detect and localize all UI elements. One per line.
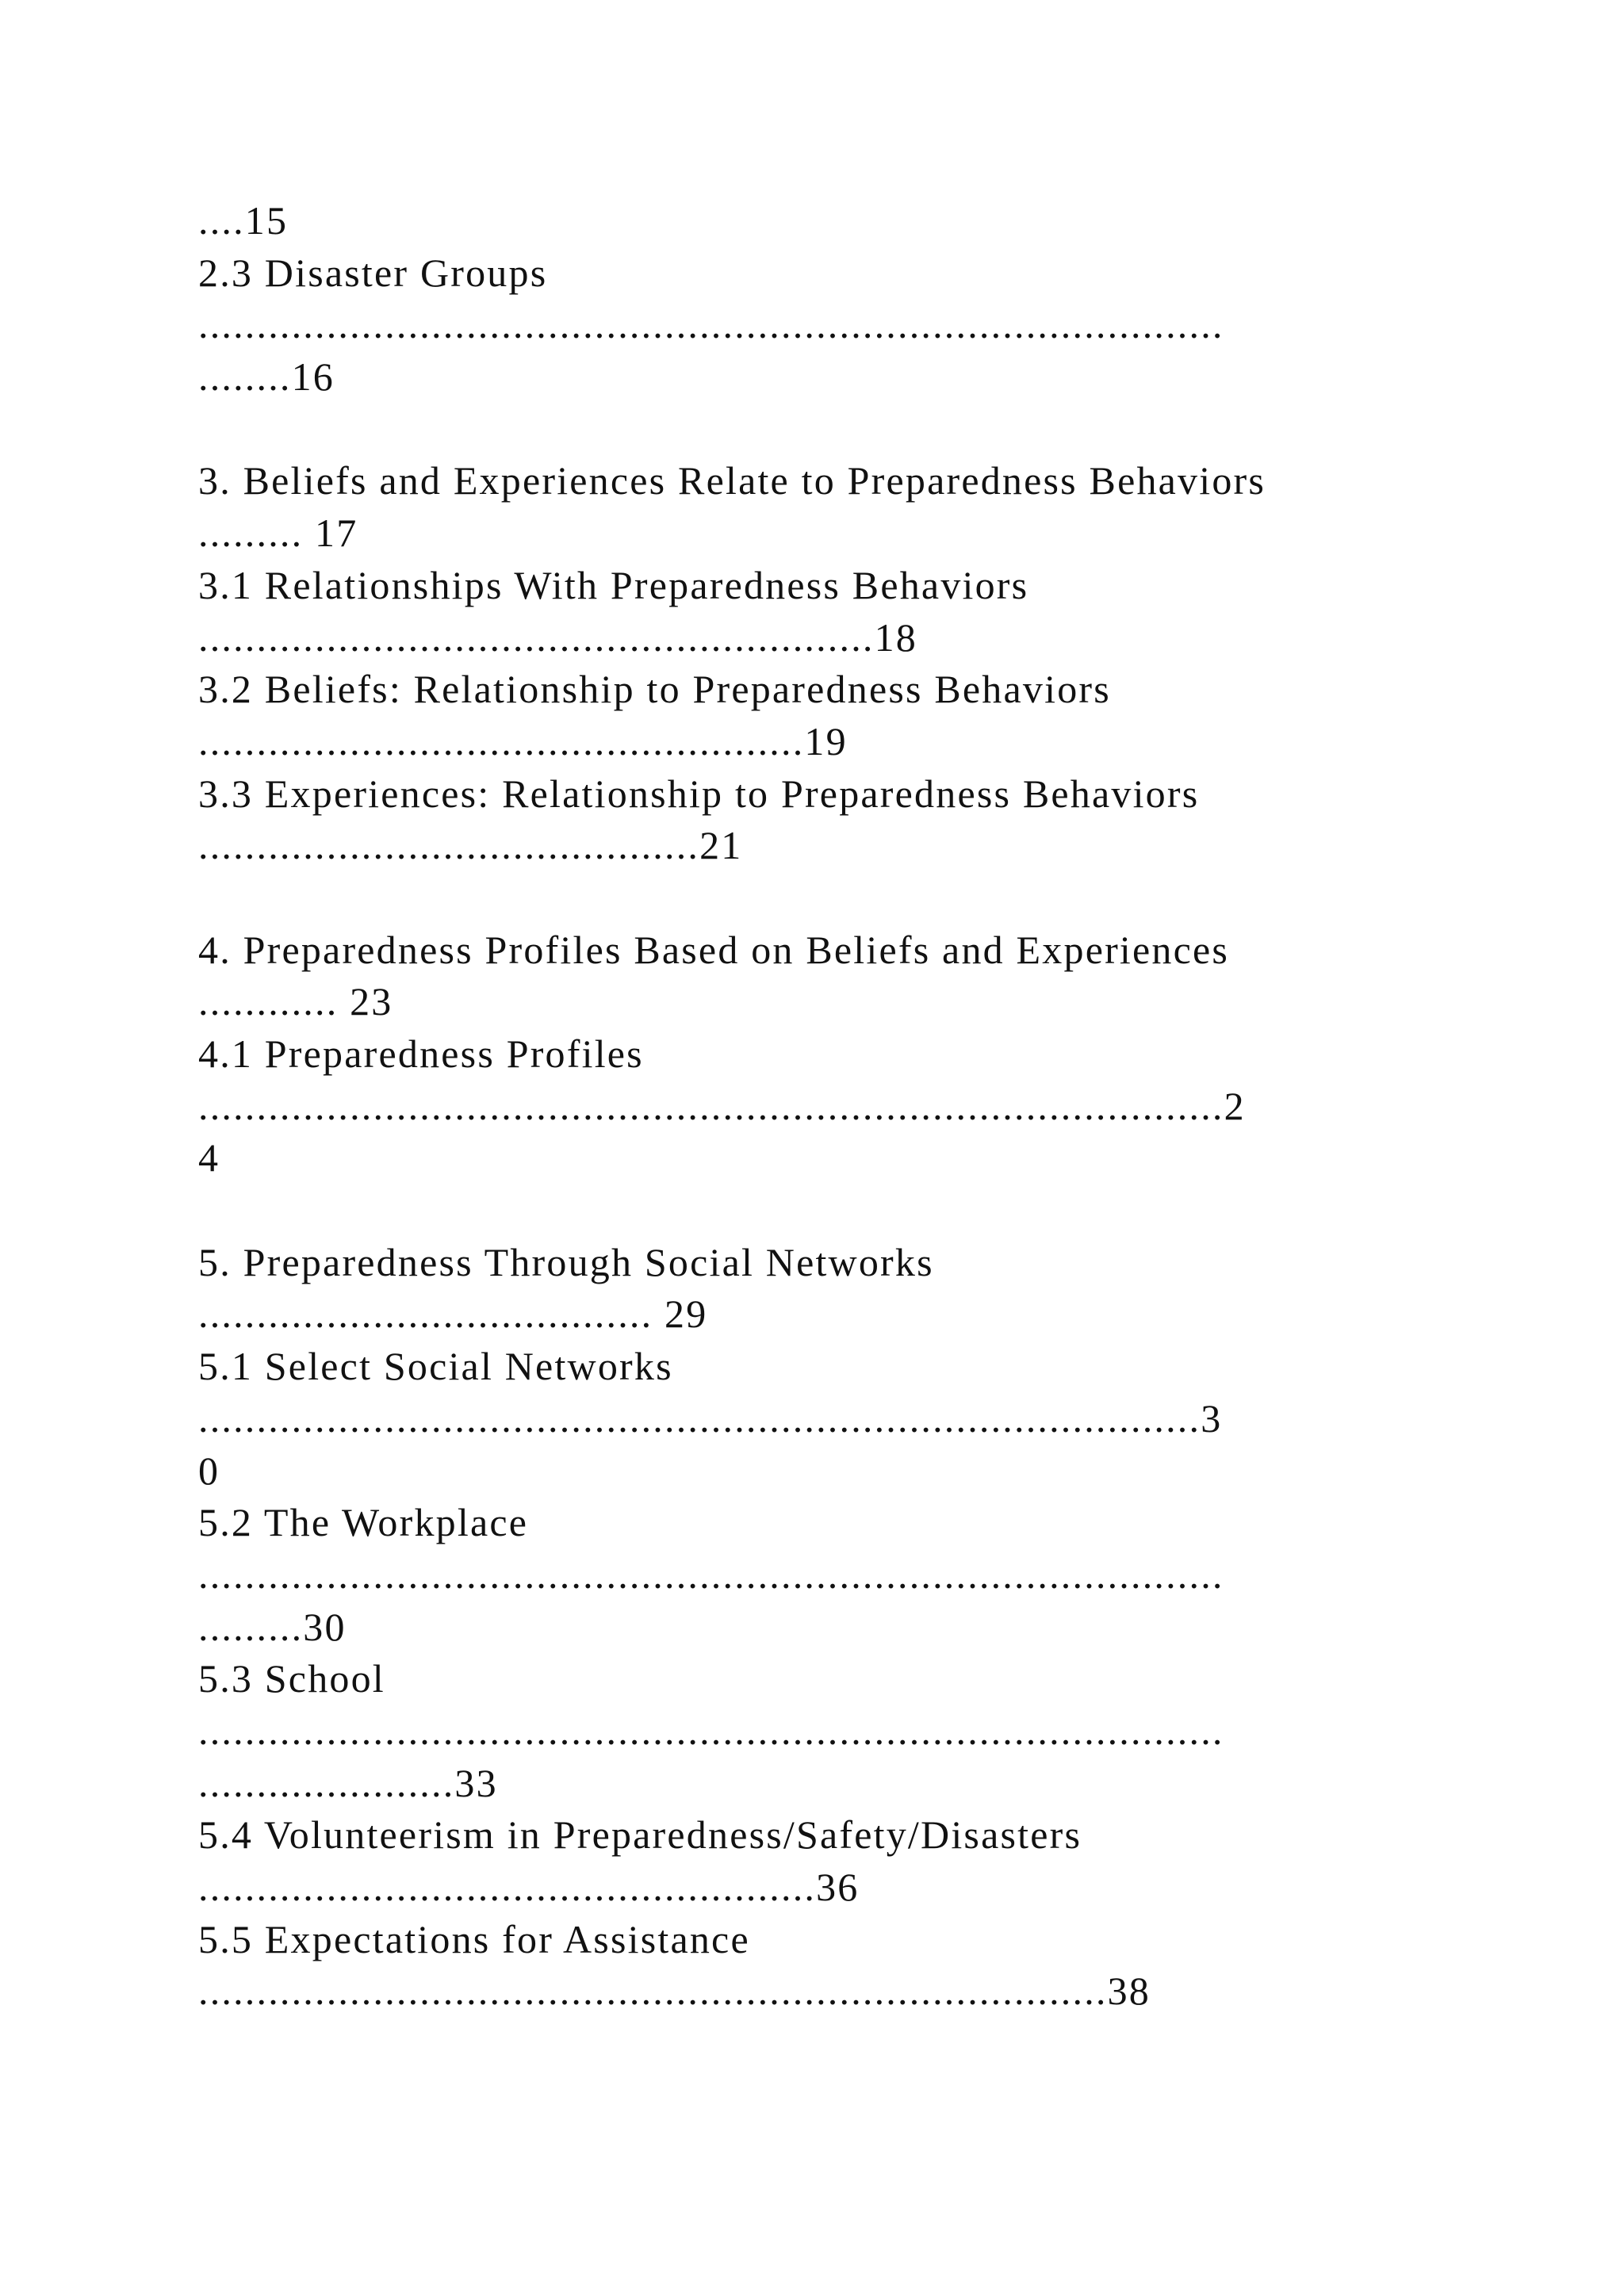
- toc-page-ref: .....................................................36: [198, 1865, 860, 1909]
- toc-entry-title: 4.1 Preparedness Profiles: [198, 1031, 644, 1076]
- toc-leader-dots: ........................................................................................: [198, 302, 1224, 347]
- toc-entry-title: 2.3 Disaster Groups: [198, 250, 548, 295]
- toc-page-ref: ........16: [198, 354, 335, 400]
- toc-entry-title: 5.4 Volunteerism in Preparedness/Safety/Disasters: [198, 1812, 1082, 1858]
- toc-section-title: 4. Preparedness Profiles Based on Beliefs and Experiences: [198, 927, 1230, 972]
- toc-page-ref: ...........................................21: [198, 823, 743, 868]
- toc-section-title: 3. Beliefs and Experiences Relate to Preparedness Behaviors: [198, 458, 1266, 503]
- toc-page-ref: ......................33: [198, 1760, 498, 1805]
- toc-spacer: [198, 404, 1435, 456]
- toc-entry-title: 5.3 School: [198, 1656, 385, 1701]
- toc-page-ref: ..........................................................18: [198, 614, 917, 660]
- toc-page-ref: ........................................................................................2: [198, 1083, 1246, 1128]
- toc-page-ref: .........30: [198, 1604, 347, 1649]
- toc-entry-title: 3.2 Beliefs: Relationship to Preparedness Behaviors: [198, 667, 1111, 712]
- toc-page-ref: ....15: [198, 198, 289, 243]
- toc-page-ref: 4: [198, 1135, 220, 1181]
- toc-entry-title: 5.5 Expectations for Assistance: [198, 1916, 750, 1961]
- toc-section-title: 5. Preparedness Through Social Networks: [198, 1239, 934, 1284]
- toc-leader-dots: ........................................................................................: [198, 1552, 1224, 1597]
- toc-leader-dots: ........................................................................................: [198, 1708, 1224, 1753]
- toc-spacer: [198, 872, 1435, 924]
- toc-entry-title: 3.1 Relationships With Preparedness Behaviors: [198, 562, 1029, 607]
- toc-page-ref: 0: [198, 1448, 220, 1493]
- toc-entry-title: 5.1 Select Social Networks: [198, 1344, 673, 1389]
- table-of-contents: [198, 195, 1435, 2018]
- toc-page-ref: ....................................................19: [198, 718, 848, 763]
- toc-entry-title: 5.2 The Workplace: [198, 1500, 529, 1545]
- toc-page-ref: ............ 23: [198, 979, 393, 1024]
- toc-page-ref: ......... 17: [198, 511, 358, 556]
- toc-page-ref: ......................................................................................3: [198, 1395, 1223, 1441]
- toc-page-ref: ....................................... 29: [198, 1292, 708, 1337]
- toc-entry-title: 3.3 Experiences: Relationship to Preparedness Behaviors: [198, 771, 1200, 816]
- toc-spacer: [198, 1184, 1435, 1237]
- toc-page-ref: ..............................................................................38: [198, 1969, 1151, 2014]
